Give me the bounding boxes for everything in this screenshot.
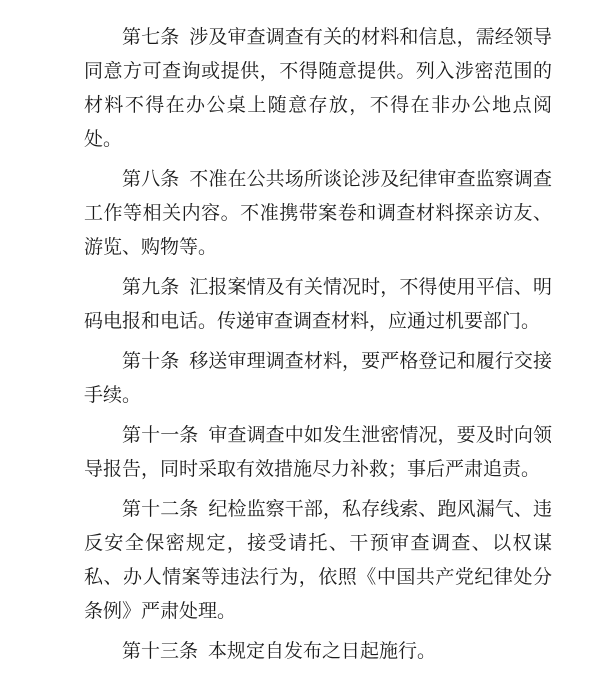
article-number: 第十条 <box>122 350 180 372</box>
document-body <box>84 20 552 674</box>
article-text: 本规定自发布之日起施行。 <box>208 640 437 662</box>
article-number: 第九条 <box>122 276 180 298</box>
article-13 <box>84 634 552 668</box>
article-number: 第八条 <box>122 168 180 190</box>
article-7 <box>84 20 552 156</box>
article-number: 第十三条 <box>122 640 199 662</box>
article-text: 审查调查中如发生泄密情况，要及时向领导报告，同时采取有效措施尽力补救；事后严肃追责。 <box>84 424 552 480</box>
article-text: 移送审理调查材料，要严格登记和履行交接手续。 <box>84 350 552 406</box>
article-number: 第七条 <box>122 26 180 48</box>
article-text: 纪检监察干部，私存线索、跑风漏气、违反安全保密规定，接受请托、干预审查调查、以权谋私、办人情案等违法行为，依照《中国共产党纪律处分条例》严肃处理。 <box>84 498 552 622</box>
article-9 <box>84 270 552 338</box>
article-text: 汇报案情及有关情况时，不得使用平信、明码电报和电话。传递审查调查材料，应通过机要部门。 <box>84 276 552 332</box>
article-text: 不准在公共场所谈论涉及纪律审查监察调查工作等相关内容。不准携带案卷和调查材料探亲访友、游览、购物等。 <box>84 168 552 258</box>
article-8 <box>84 162 552 264</box>
article-11 <box>84 418 552 486</box>
article-number: 第十二条 <box>122 498 199 520</box>
article-text: 涉及审查调查有关的材料和信息，需经领导同意方可查询或提供，不得随意提供。列入涉密范围的材料不得在办公桌上随意存放，不得在非办公地点阅处。 <box>84 26 552 150</box>
article-number: 第十一条 <box>122 424 199 446</box>
article-10 <box>84 344 552 412</box>
